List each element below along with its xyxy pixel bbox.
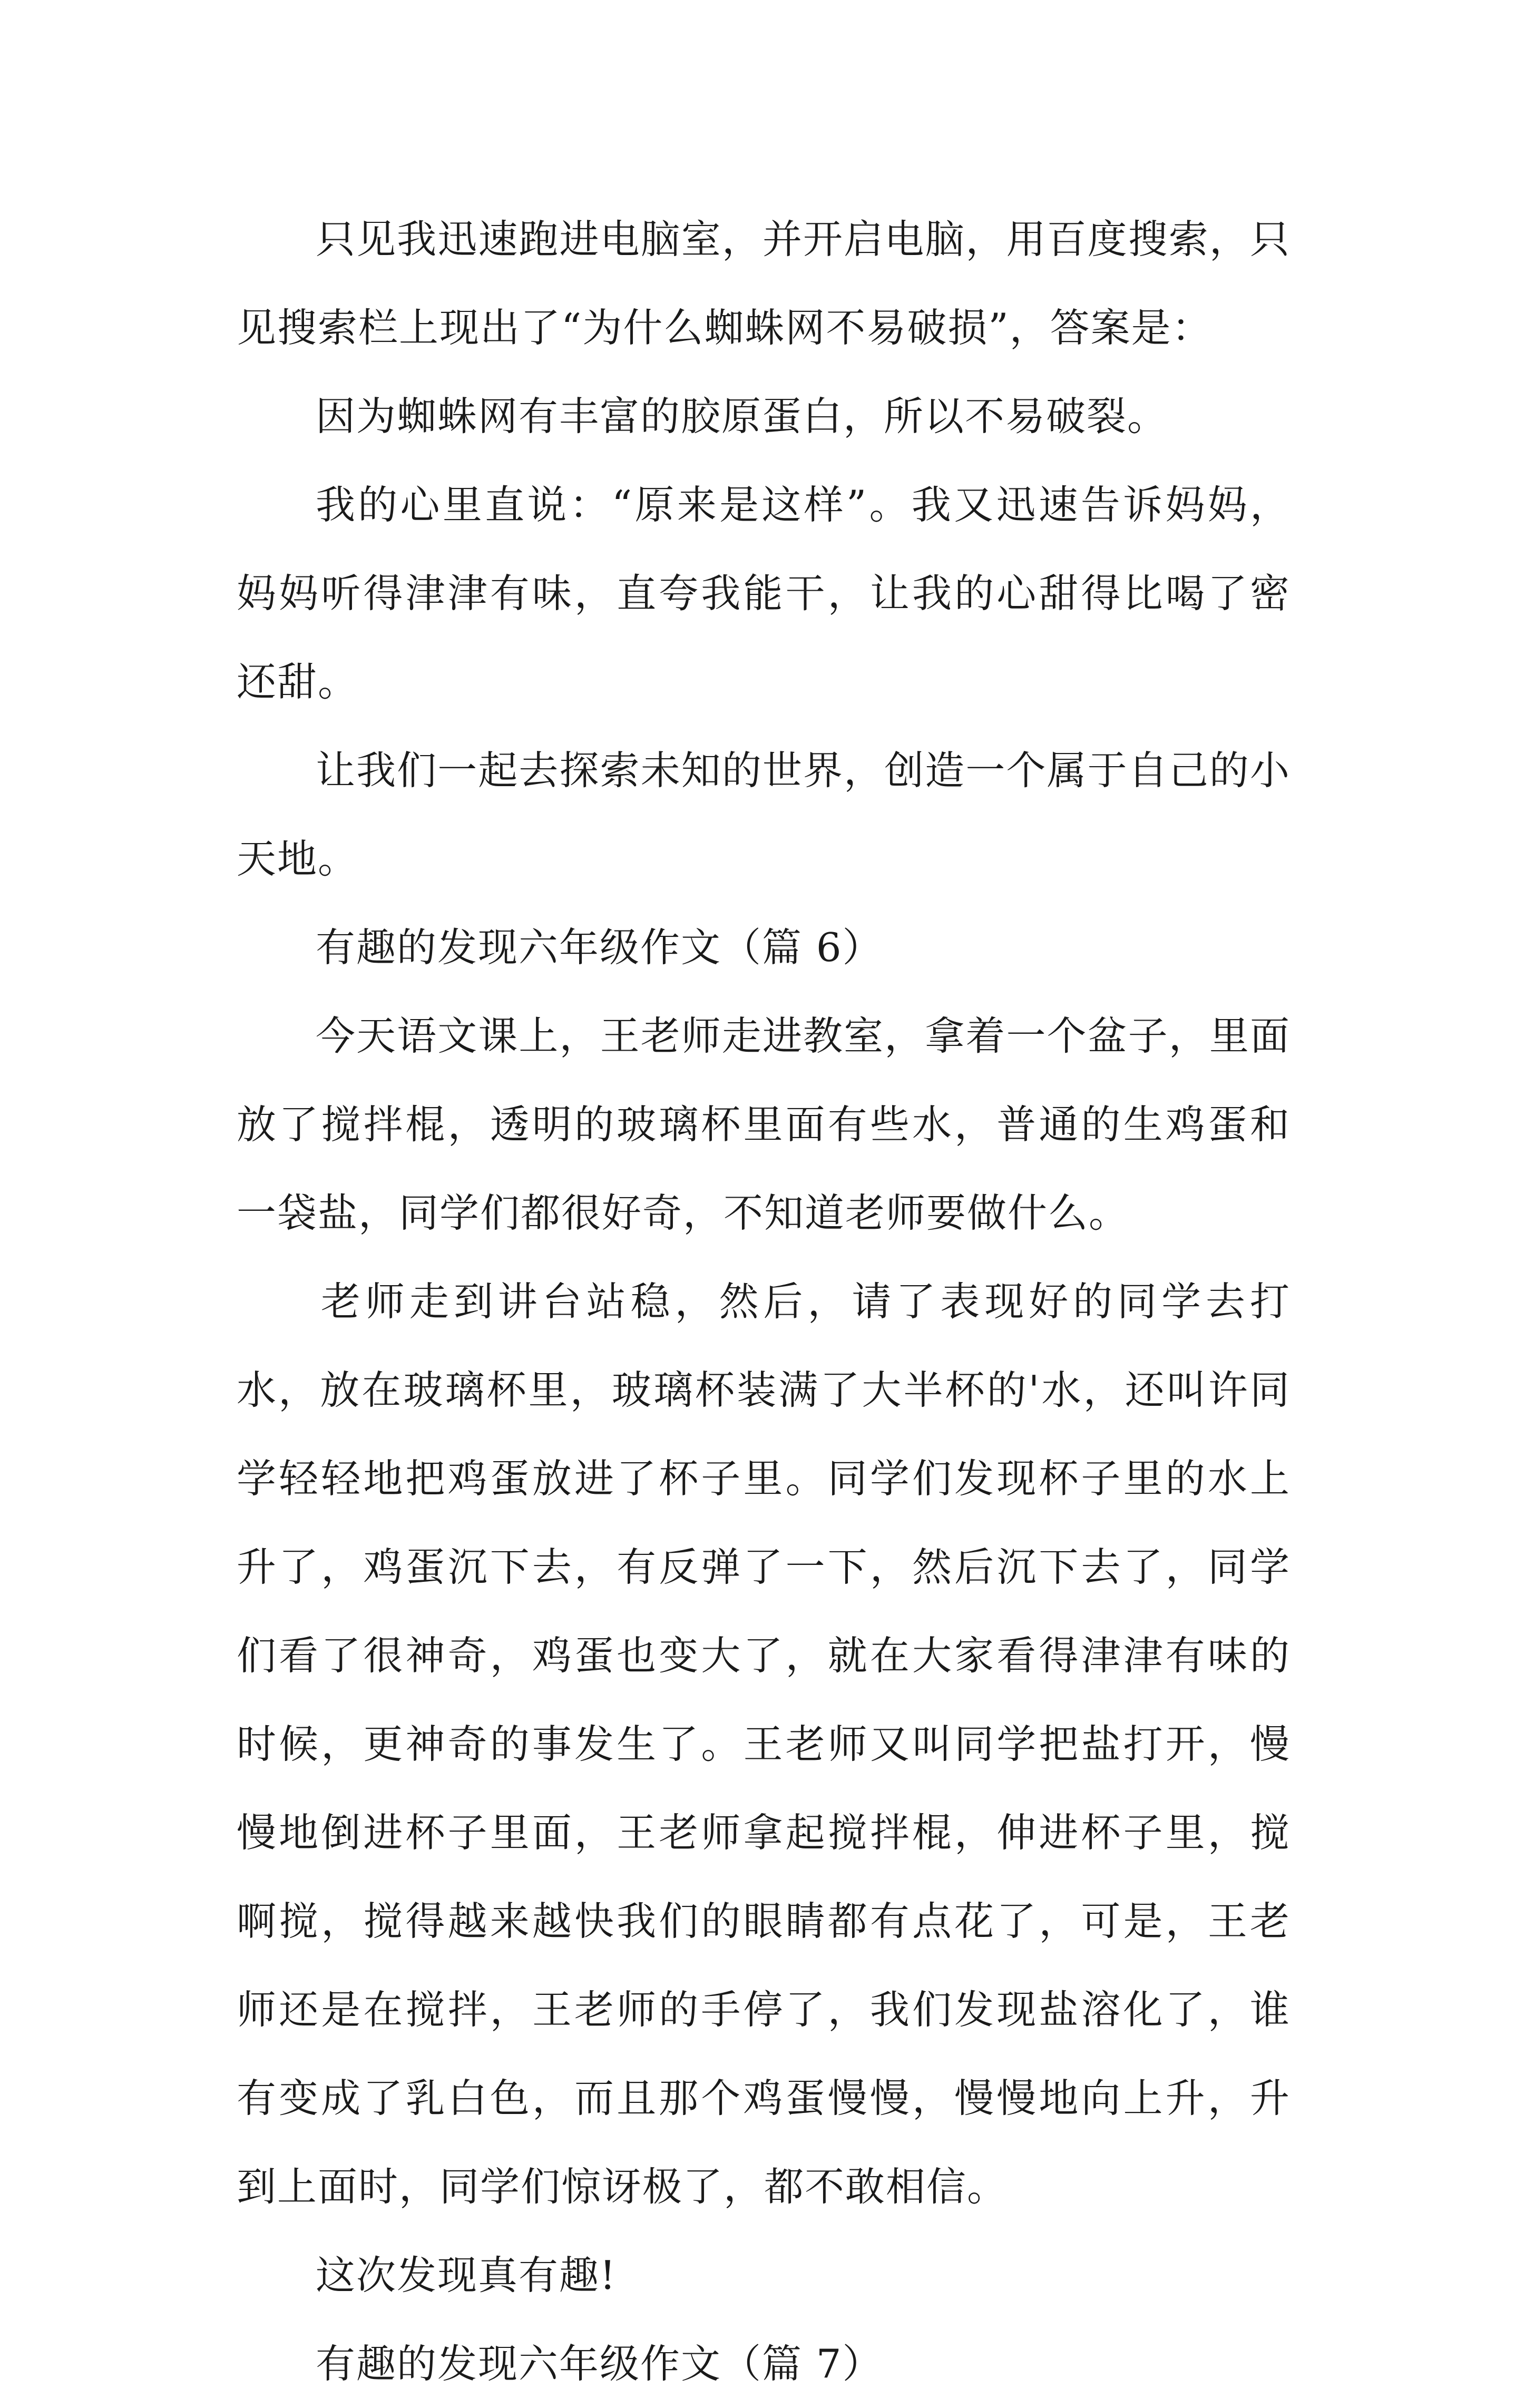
paragraph-interesting: 这次发现真有趣! — [316, 2252, 617, 2298]
section-heading-6: 有趣的发现六年级作文（篇 6） — [316, 924, 883, 971]
article-body — [237, 195, 1291, 2408]
paragraph-answer: 因为蜘蛛网有丰富的胶原蛋白，所以不易破裂。 — [316, 393, 1168, 439]
section-heading-7: 有趣的发现六年级作文（篇 7） — [316, 2341, 883, 2387]
paragraph-search-result: 只见我迅速跑进电脑室，并开启电脑，用百度搜索，只见搜索栏上现出了“为什么蜘蛛网不易破损”，答案是： — [237, 216, 1291, 351]
paragraph-egg-experiment: 老师走到讲台站稳，然后，请了表现好的同学去打水，放在玻璃杯里，玻璃杯装满了大半杯的'水，还叫许同学轻轻地把鸡蛋放进了杯子里。同学们发现杯子里的水上升了，鸡蛋沉下去，有反弹了一下，然后沉下去了，同学们看了很神奇，鸡蛋也变大了，就在大家看得津津有味的时候，更神奇的事发生了。王老师又叫同学把盐打开，慢慢地倒进杯子里面，王老师拿起搅拌棍，伸进杯子里，搅啊搅，搅得越来越快我们的眼睛都有点花了，可是，王老师还是在搅拌，王老师的手停了，我们发现盐溶化了，谁有变成了乳白色，而且那个鸡蛋慢慢，慢慢地向上升，升到上面时，同学们惊讶极了，都不敢相信。 — [237, 1278, 1291, 2210]
paragraph-tell-mom: 我的心里直说：“原来是这样”。我又迅速告诉妈妈，妈妈听得津津有味，直夸我能干，让我的心甜得比喝了密还甜。 — [237, 482, 1291, 705]
paragraph-explore: 让我们一起去探索未知的世界，创造一个属于自己的小天地。 — [237, 747, 1291, 882]
paragraph-chinese-class: 今天语文课上，王老师走进教室，拿着一个盆子，里面放了搅拌棍，透明的玻璃杯里面有些水，普通的生鸡蛋和一袋盐，同学们都很好奇，不知道老师要做什么。 — [237, 1013, 1291, 1236]
